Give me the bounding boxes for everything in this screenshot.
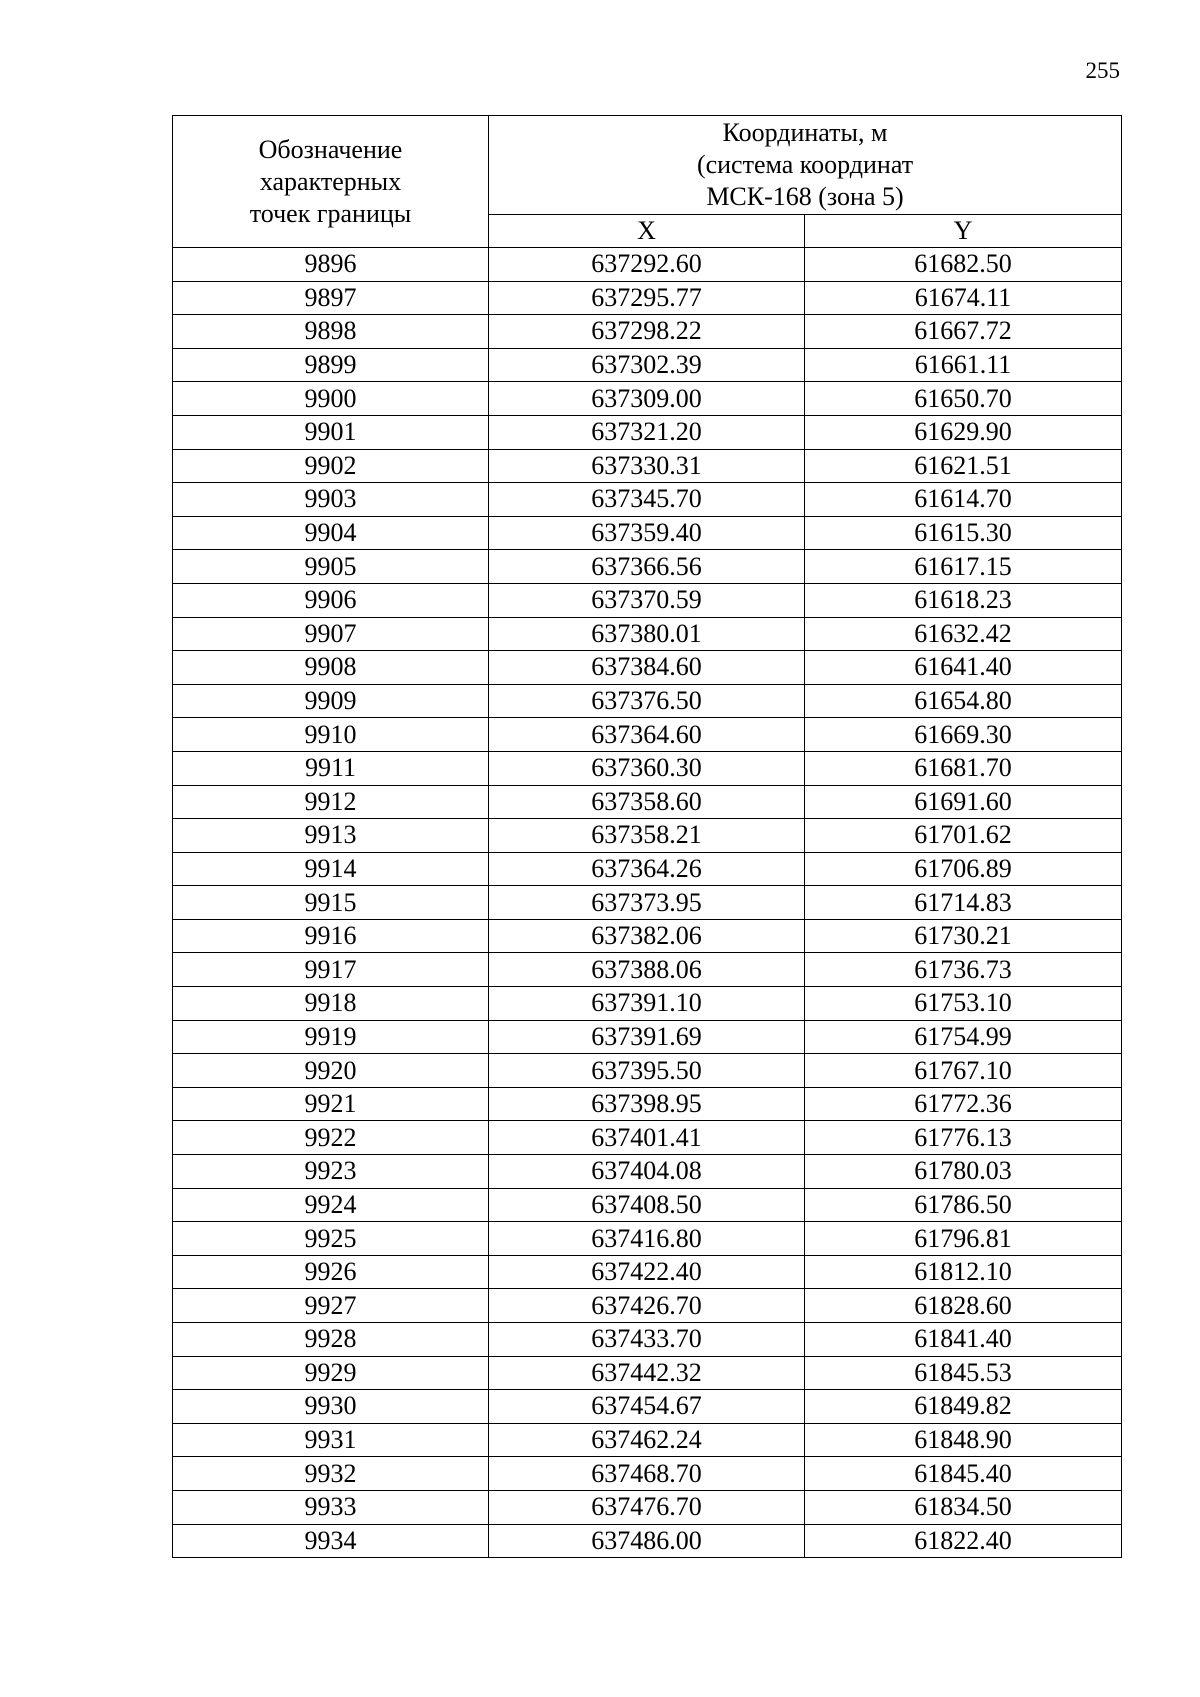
cell-y: 61714.83: [805, 886, 1122, 920]
cell-y: 61629.90: [805, 415, 1122, 449]
table-row: [173, 1222, 1122, 1256]
cell-y: 61841.40: [805, 1323, 1122, 1357]
table-row: [173, 919, 1122, 953]
cell-point-id: 9919: [173, 1020, 489, 1054]
cell-y: 61730.21: [805, 919, 1122, 953]
cell-y: 61621.51: [805, 449, 1122, 483]
cell-x: 637391.10: [489, 987, 805, 1021]
cell-x: 637426.70: [489, 1289, 805, 1323]
cell-point-id: 9923: [173, 1155, 489, 1189]
cell-y: 61849.82: [805, 1390, 1122, 1424]
table-row: [173, 1155, 1122, 1189]
cell-point-id: 9902: [173, 449, 489, 483]
table-row: [173, 415, 1122, 449]
table-row: [173, 1289, 1122, 1323]
cell-point-id: 9916: [173, 919, 489, 953]
table-row: [173, 449, 1122, 483]
cell-y: 61834.50: [805, 1490, 1122, 1524]
cell-y: 61754.99: [805, 1020, 1122, 1054]
cell-point-id: 9910: [173, 718, 489, 752]
cell-y: 61753.10: [805, 987, 1122, 1021]
cell-y: 61681.70: [805, 751, 1122, 785]
cell-x: 637486.00: [489, 1524, 805, 1558]
cell-point-id: 9930: [173, 1390, 489, 1424]
table-row: [173, 1457, 1122, 1491]
cell-y: 61617.15: [805, 550, 1122, 584]
table-row: [173, 1121, 1122, 1155]
table-row: [173, 315, 1122, 349]
header-designation-line: характерных: [259, 166, 402, 196]
cell-x: 637370.59: [489, 583, 805, 617]
cell-y: 61654.80: [805, 684, 1122, 718]
cell-x: 637364.60: [489, 718, 805, 752]
header-y: Y: [805, 215, 1122, 248]
cell-point-id: 9898: [173, 315, 489, 349]
table-row: [173, 785, 1122, 819]
cell-y: 61661.11: [805, 348, 1122, 382]
cell-x: 637398.95: [489, 1087, 805, 1121]
cell-x: 637442.32: [489, 1356, 805, 1390]
cell-y: 61614.70: [805, 483, 1122, 517]
cell-y: 61667.72: [805, 315, 1122, 349]
table-row: [173, 1087, 1122, 1121]
table-row: [173, 1524, 1122, 1558]
cell-y: 61786.50: [805, 1188, 1122, 1222]
cell-x: 637382.06: [489, 919, 805, 953]
header-coordinates: [489, 116, 1122, 215]
cell-point-id: 9931: [173, 1423, 489, 1457]
cell-x: 637388.06: [489, 953, 805, 987]
cell-x: 637380.01: [489, 617, 805, 651]
table-row: [173, 281, 1122, 315]
table-row: [173, 684, 1122, 718]
cell-x: 637391.69: [489, 1020, 805, 1054]
cell-point-id: 9928: [173, 1323, 489, 1357]
cell-x: 637358.60: [489, 785, 805, 819]
cell-x: 637360.30: [489, 751, 805, 785]
table-row: [173, 583, 1122, 617]
cell-y: 61845.53: [805, 1356, 1122, 1390]
table-row: [173, 651, 1122, 685]
cell-point-id: 9900: [173, 382, 489, 416]
cell-y: 61706.89: [805, 852, 1122, 886]
table-row: [173, 516, 1122, 550]
cell-point-id: 9909: [173, 684, 489, 718]
cell-point-id: 9904: [173, 516, 489, 550]
cell-x: 637364.26: [489, 852, 805, 886]
table-row: [173, 248, 1122, 282]
header-coordinates-line: МСК-168 (зона 5): [706, 182, 904, 211]
cell-x: 637408.50: [489, 1188, 805, 1222]
cell-x: 637462.24: [489, 1423, 805, 1457]
cell-y: 61650.70: [805, 382, 1122, 416]
table-row: [173, 483, 1122, 517]
cell-x: 637366.56: [489, 550, 805, 584]
cell-x: 637359.40: [489, 516, 805, 550]
cell-point-id: 9933: [173, 1490, 489, 1524]
cell-point-id: 9901: [173, 415, 489, 449]
cell-x: 637373.95: [489, 886, 805, 920]
table-row: [173, 1188, 1122, 1222]
cell-x: 637422.40: [489, 1255, 805, 1289]
cell-point-id: 9903: [173, 483, 489, 517]
cell-y: 61669.30: [805, 718, 1122, 752]
cell-y: 61780.03: [805, 1155, 1122, 1189]
cell-y: 61848.90: [805, 1423, 1122, 1457]
cell-y: 61701.62: [805, 819, 1122, 853]
cell-point-id: 9934: [173, 1524, 489, 1558]
header-designation-line: точек границы: [249, 198, 412, 228]
cell-point-id: 9897: [173, 281, 489, 315]
header-coordinates-line: Координаты, м: [722, 118, 888, 147]
cell-y: 61674.11: [805, 281, 1122, 315]
cell-point-id: 9922: [173, 1121, 489, 1155]
cell-y: 61776.13: [805, 1121, 1122, 1155]
cell-x: 637468.70: [489, 1457, 805, 1491]
cell-y: 61632.42: [805, 617, 1122, 651]
cell-x: 637298.22: [489, 315, 805, 349]
table-row: [173, 348, 1122, 382]
header-designation: [173, 116, 489, 248]
table-row: [173, 718, 1122, 752]
table-row: [173, 1423, 1122, 1457]
table-body: [173, 248, 1122, 1558]
cell-y: 61812.10: [805, 1255, 1122, 1289]
table-row: [173, 751, 1122, 785]
cell-x: 637416.80: [489, 1222, 805, 1256]
cell-y: 61822.40: [805, 1524, 1122, 1558]
cell-y: 61845.40: [805, 1457, 1122, 1491]
header-coordinates-line: (система координат: [696, 150, 914, 179]
table-row: [173, 382, 1122, 416]
cell-x: 637433.70: [489, 1323, 805, 1357]
table-row: [173, 819, 1122, 853]
cell-x: 637401.41: [489, 1121, 805, 1155]
cell-point-id: 9925: [173, 1222, 489, 1256]
table-row: [173, 852, 1122, 886]
cell-x: 637295.77: [489, 281, 805, 315]
cell-y: 61772.36: [805, 1087, 1122, 1121]
cell-x: 637376.50: [489, 684, 805, 718]
cell-x: 637476.70: [489, 1490, 805, 1524]
cell-point-id: 9920: [173, 1054, 489, 1088]
cell-point-id: 9932: [173, 1457, 489, 1491]
table-row: [173, 1390, 1122, 1424]
table-header: [173, 116, 1122, 248]
table-row: [173, 1323, 1122, 1357]
cell-point-id: 9924: [173, 1188, 489, 1222]
cell-point-id: 9926: [173, 1255, 489, 1289]
cell-y: 61682.50: [805, 248, 1122, 282]
cell-y: 61736.73: [805, 953, 1122, 987]
cell-point-id: 9914: [173, 852, 489, 886]
cell-point-id: 9915: [173, 886, 489, 920]
table-row: [173, 1020, 1122, 1054]
cell-x: 637345.70: [489, 483, 805, 517]
table-row: [173, 617, 1122, 651]
cell-point-id: 9929: [173, 1356, 489, 1390]
cell-y: 61767.10: [805, 1054, 1122, 1088]
cell-point-id: 9917: [173, 953, 489, 987]
cell-y: 61828.60: [805, 1289, 1122, 1323]
cell-x: 637404.08: [489, 1155, 805, 1189]
coordinates-table: [172, 115, 1122, 1558]
cell-point-id: 9913: [173, 819, 489, 853]
table-row: [173, 953, 1122, 987]
table-row: [173, 1255, 1122, 1289]
cell-point-id: 9908: [173, 651, 489, 685]
cell-point-id: 9921: [173, 1087, 489, 1121]
cell-point-id: 9905: [173, 550, 489, 584]
cell-y: 61641.40: [805, 651, 1122, 685]
cell-x: 637321.20: [489, 415, 805, 449]
cell-y: 61618.23: [805, 583, 1122, 617]
cell-point-id: 9896: [173, 248, 489, 282]
table-row: [173, 1356, 1122, 1390]
cell-x: 637302.39: [489, 348, 805, 382]
cell-point-id: 9907: [173, 617, 489, 651]
cell-point-id: 9911: [173, 751, 489, 785]
header-x: X: [489, 215, 805, 248]
cell-point-id: 9912: [173, 785, 489, 819]
cell-x: 637395.50: [489, 1054, 805, 1088]
cell-y: 61615.30: [805, 516, 1122, 550]
cell-point-id: 9906: [173, 583, 489, 617]
cell-y: 61691.60: [805, 785, 1122, 819]
cell-y: 61796.81: [805, 1222, 1122, 1256]
cell-x: 637384.60: [489, 651, 805, 685]
table-row: [173, 987, 1122, 1021]
table-row: [173, 886, 1122, 920]
cell-x: 637309.00: [489, 382, 805, 416]
cell-x: 637358.21: [489, 819, 805, 853]
cell-point-id: 9918: [173, 987, 489, 1021]
cell-point-id: 9927: [173, 1289, 489, 1323]
cell-x: 637454.67: [489, 1390, 805, 1424]
table-row: [173, 1490, 1122, 1524]
header-designation-line: Обозначение: [258, 134, 403, 164]
cell-x: 637330.31: [489, 449, 805, 483]
cell-point-id: 9899: [173, 348, 489, 382]
table-row: [173, 1054, 1122, 1088]
page-number: 255: [1085, 58, 1120, 83]
table-row: [173, 550, 1122, 584]
cell-x: 637292.60: [489, 248, 805, 282]
